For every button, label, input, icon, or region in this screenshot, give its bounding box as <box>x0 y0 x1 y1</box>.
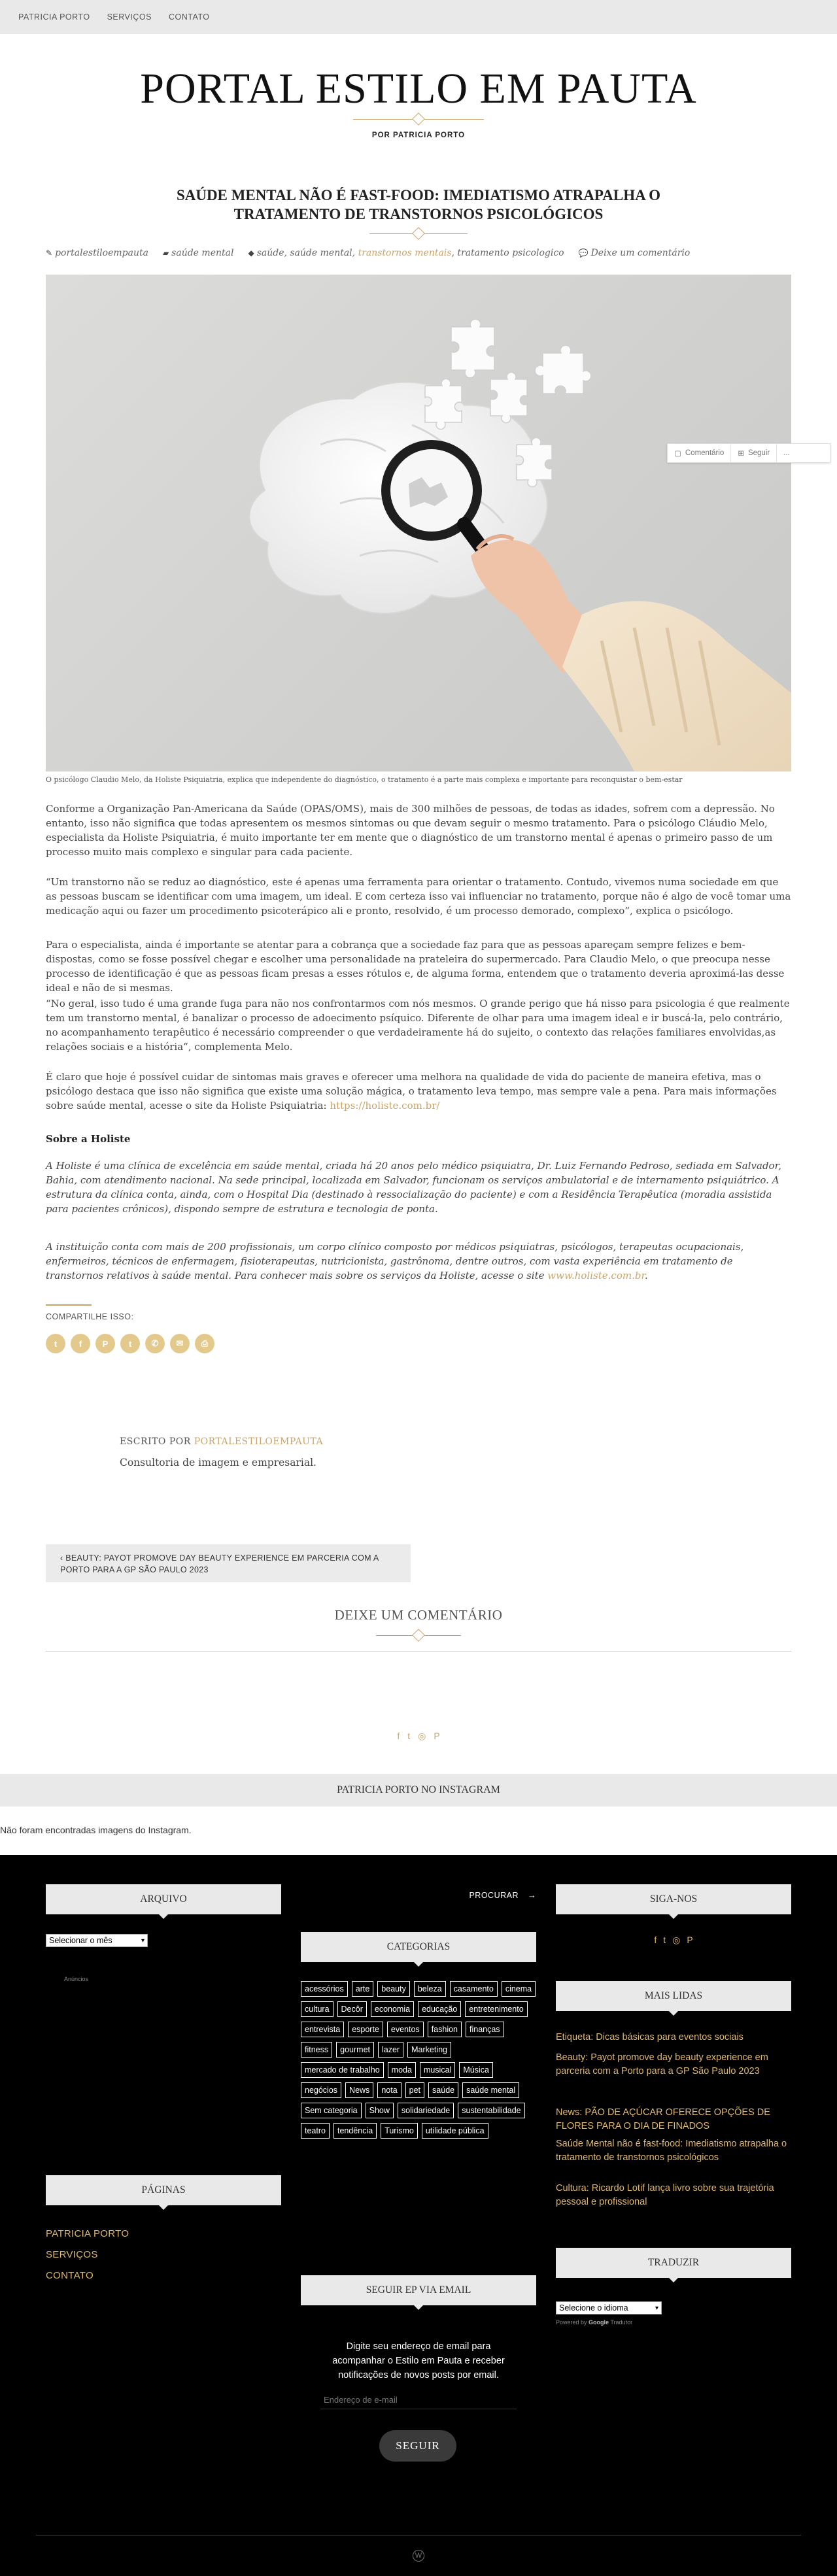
about-paragraph <box>46 1240 791 1283</box>
category-tag[interactable]: Sem categoria <box>301 2103 362 2118</box>
archive-widget-title: ARQUIVO <box>46 1884 281 1914</box>
category-tag[interactable]: Marketing <box>407 2042 451 2058</box>
article-paragraph: “Um transtorno não se reduz ao diagnóstico, este é apenas uma ferramenta para orientar o tratamento. Contudo, vivemos numa sociedade em que as pessoas buscam se identificar com uma imagem, um ideal. E com certeza isso vai influenciar no tratamento, porque não é algo de você tomar uma medicação aqui ou fazer um procedimento psicoterápico ali e pronto, resolvido, é um processo demorado, complexo”, explica o psicólogo. <box>46 876 791 917</box>
meta-tags-link[interactable]: saúde, saúde mental, <box>256 248 356 258</box>
pages-widget-title: PÁGINAS <box>46 2175 281 2205</box>
about-paragraph-text: A instituição conta com mais de 200 profissionais, um corpo clínico composto por médicos psiquiatras, psicólogos, terapeutas ocupacionais, enfermeiros, técnicos de enfermagem, fisioterapeutas, nutricionista, gastrônoma, dentre outros, com vasta experiência em tratamento de transtornos relativos à saúde mental. Para conhecer mais sobre os serviços da Holiste, acesse o site <box>46 1241 744 1281</box>
comment-icon: ▢ <box>674 450 681 458</box>
site-title[interactable]: PORTAL ESTILO EM PAUTA <box>140 65 697 112</box>
category-tag[interactable]: beleza <box>414 1981 446 1997</box>
category-tag[interactable]: gourmet <box>336 2042 374 2058</box>
pinterest-icon[interactable]: P <box>687 1935 693 1945</box>
share-label: COMPARTILHE ISSO: <box>46 1312 134 1321</box>
language-select-value: Selecione o idioma <box>559 2303 628 2313</box>
category-tag[interactable]: mercado de trabalho <box>301 2062 384 2078</box>
nav-item-contato[interactable]: CONTATO <box>168 12 210 22</box>
category-tag[interactable]: eventos <box>387 2022 424 2037</box>
previous-post-link[interactable]: ‹ BEAUTY: PAYOT PROMOVE DAY BEAUTY EXPERIENCE EM PARCERIA COM A PORTO PARA A GP SÃO PAULO 2023 <box>46 1544 411 1582</box>
meta-author-link[interactable]: portalestiloempauta <box>55 248 148 258</box>
tag-icon: ◆ <box>248 248 254 258</box>
instagram-icon[interactable]: ◎ <box>672 1935 681 1945</box>
translate-widget-title: TRADUZIR <box>556 2248 791 2278</box>
nav-item-servicos[interactable]: SERVIÇOS <box>107 12 152 22</box>
google-logo: Google <box>589 2319 609 2326</box>
folder-icon: ▰ <box>162 248 169 258</box>
footer-page-contato[interactable]: CONTATO <box>46 2270 94 2281</box>
search-label: PROCURAR <box>469 1891 519 1900</box>
category-tag[interactable]: esporte <box>348 2022 383 2037</box>
category-tag[interactable]: entrevista <box>301 2022 344 2037</box>
twitter-icon[interactable]: t <box>407 1731 411 1741</box>
category-tag[interactable]: Música <box>459 2062 493 2078</box>
category-tag[interactable]: beauty <box>377 1981 410 1997</box>
meta-comment-link[interactable]: Deixe um comentário <box>590 248 691 258</box>
search-widget[interactable] <box>301 1891 536 1900</box>
category-tag[interactable]: sustentabilidade <box>458 2103 524 2118</box>
footer <box>0 1855 837 2576</box>
follow-bar-comment-label: Comentário <box>685 449 725 457</box>
twitter-icon[interactable]: t <box>663 1935 666 1945</box>
category-tag[interactable]: pet <box>405 2082 424 2098</box>
share-buttons <box>46 1334 214 1353</box>
popular-post-link[interactable]: News: PÃO DE AÇÚCAR OFERECE OPÇÕES DE FLORES PARA O DIA DE FINADOS <box>556 2107 770 2131</box>
category-tag[interactable]: arte <box>352 1981 374 1997</box>
pinterest-icon[interactable]: P <box>95 1334 115 1353</box>
social-links <box>0 1731 837 1742</box>
reblog-icon: ⊞ <box>738 450 744 458</box>
about-paragraph-end: . <box>644 1270 648 1281</box>
category-tag[interactable]: musical <box>420 2062 455 2078</box>
category-tag[interactable]: entretenimento <box>465 2001 527 2017</box>
popular-post-link[interactable]: Cultura: Ricardo Lotif lança livro sobre sua trajetória pessoal e profissional <box>556 2183 774 2207</box>
post-meta <box>46 248 791 258</box>
follow-us-widget-title: SIGA-NOS <box>556 1884 791 1914</box>
pencil-icon: ✎ <box>46 248 53 258</box>
categories-widget-title: CATEGORIAS <box>301 1932 536 1962</box>
comments-ornament <box>376 1629 461 1642</box>
translator-label: Tradutor <box>610 2319 633 2326</box>
category-tag[interactable]: Turismo <box>381 2123 418 2139</box>
category-tag[interactable]: fashion <box>428 2022 462 2037</box>
category-tag[interactable]: acessórios <box>301 1981 348 1997</box>
ads-label: Anúncios <box>64 1976 89 1982</box>
holiste-link[interactable]: https://holiste.com.br/ <box>330 1100 440 1111</box>
article-paragraph: “No geral, isso tudo é uma grande fuga para não nos confrontarmos com nós mesmos. O grande perigo que há nisso para psicologia é que realmente tem um transtorno mental, é banalizar o processo de adoecimento psíquico. Diferente de olhar para uma imagem ideal e ir buscá-la, pelo contrário, no acompanhamento terapêutico é necessário compreender o que verdadeiramente há do sujeito, o contexto das relações familiares envolvidas,as relações sociais e a história”, complementa Melo. <box>46 998 790 1053</box>
author-link[interactable]: PORTALESTILOEMPAUTA <box>194 1436 324 1447</box>
nav-item-patricia-porto[interactable]: PATRICIA PORTO <box>18 12 90 22</box>
wordpress-icon[interactable]: W <box>413 2550 424 2562</box>
archive-month-select[interactable] <box>46 1934 148 1947</box>
popular-widget-title: MAIS LIDAS <box>556 1981 791 2011</box>
footer-page-servicos[interactable]: SERVIÇOS <box>46 2249 98 2260</box>
popular-post-link[interactable]: Saúde Mental não é fast-food: Imediatismo atrapalha o tratamento de transtornos psicológicos <box>556 2139 787 2163</box>
category-tag[interactable]: saúde <box>428 2082 458 2098</box>
instagram-icon[interactable]: ◎ <box>418 1731 426 1741</box>
article-paragraph: Para o especialista, ainda é importante se atentar para a cobrança que a sociedade faz para que as pessoas apareçam sempre felizes e bem-dispostas, como se fosse possível chegar e escolher uma personalidade na prateleira do supermercado. Para Claudio Melo, o que preocupa nesse processo de identificação é que as pessoas ficam presas a esses rótulos e, de alguma forma, entendem que o tratamento deveria aproximá-las desse ideal e não de si mesmas. <box>46 939 785 994</box>
facebook-icon[interactable]: f <box>397 1731 400 1741</box>
popular-post-link[interactable]: Etiqueta: Dicas básicas para eventos sociais <box>556 2032 743 2042</box>
share-divider <box>46 1304 92 1306</box>
category-tag[interactable]: finanças <box>466 2022 504 2037</box>
article-paragraph <box>46 1070 791 1113</box>
category-tag[interactable]: tendência <box>333 2123 377 2139</box>
meta-tag-last[interactable]: , tratamento psicologico <box>451 248 564 258</box>
category-tag[interactable]: cultura <box>301 2001 333 2017</box>
title-ornament <box>353 113 484 126</box>
top-navigation <box>0 0 837 34</box>
category-tag[interactable]: solidariedade <box>398 2103 454 2118</box>
facebook-icon[interactable]: f <box>71 1334 90 1353</box>
email-widget-text: Digite seu endereço de email para acompanhar o Estilo em Pauta e receber notificações de novos posts por email. <box>332 2341 505 2381</box>
category-tag[interactable]: Decôr <box>337 2001 367 2017</box>
email-input[interactable] <box>320 2391 517 2409</box>
category-tag[interactable]: lazer <box>378 2042 403 2058</box>
category-tag[interactable]: negócios <box>301 2082 341 2098</box>
categories-cloud <box>301 1981 536 2139</box>
holiste-site-link[interactable]: www.holiste.com.br <box>547 1270 645 1281</box>
meta-tag-highlight[interactable]: transtornos mentais <box>358 248 452 258</box>
instagram-title: PATRICIA PORTO NO INSTAGRAM <box>0 1774 837 1806</box>
brain-puzzle-illustration <box>46 275 791 771</box>
category-tag[interactable]: saúde mental <box>462 2082 519 2098</box>
category-tag[interactable]: moda <box>388 2062 416 2078</box>
author-description: Consultoria de imagem e empresarial. <box>120 1457 316 1468</box>
comments-divider <box>46 1651 791 1652</box>
popular-post-link[interactable]: Beauty: Payot promove day beauty experience em parceria com a Porto para a GP São Paulo 2023 <box>556 2052 768 2076</box>
archive-select-value: Selecionar o mês <box>49 1936 112 1945</box>
category-tag[interactable]: fitness <box>301 2042 332 2058</box>
about-heading: Sobre a Holiste <box>46 1133 131 1145</box>
follow-bar <box>667 443 830 463</box>
post-title-ornament <box>369 228 468 241</box>
category-tag[interactable]: teatro <box>301 2123 330 2139</box>
category-tag[interactable]: educação <box>418 2001 461 2017</box>
tumblr-icon[interactable]: t <box>120 1334 140 1353</box>
hero-image <box>46 275 791 771</box>
follow-bar-more-button[interactable]: ... <box>783 449 790 457</box>
whatsapp-icon[interactable]: ✆ <box>145 1334 165 1353</box>
footer-page-patricia-porto[interactable]: PATRICIA PORTO <box>46 2228 129 2239</box>
category-tag[interactable]: News <box>345 2082 373 2098</box>
meta-category-link[interactable]: saúde mental <box>171 248 234 258</box>
follow-bar-follow-label: Seguir <box>747 449 770 457</box>
comments-title: DEIXE UM COMENTÁRIO <box>334 1607 503 1623</box>
category-tag[interactable]: casamento <box>450 1981 498 1997</box>
category-tag[interactable]: utilidade pública <box>422 2123 488 2139</box>
category-tag[interactable]: cinema <box>502 1981 536 1997</box>
email-subscribe-button[interactable]: SEGUIR <box>379 2430 456 2462</box>
facebook-icon[interactable]: f <box>654 1935 657 1945</box>
author-prefix: ESCRITO POR <box>120 1436 194 1447</box>
email-widget-title: SEGUIR EP VIA EMAIL <box>301 2275 536 2305</box>
author-heading <box>120 1436 323 1447</box>
twitter-icon[interactable]: t <box>46 1334 65 1353</box>
email-icon[interactable]: ✉ <box>170 1334 190 1353</box>
category-tag[interactable]: economia <box>371 2001 414 2017</box>
hero-caption: O psicólogo Claudio Melo, da Holiste Psiquiatria, explica que independente do diagnóstico, o tratamento é a parte mais complexa e importante para reconquistar o bem-estar <box>46 775 683 784</box>
follow-bar-follow-button[interactable] <box>731 443 777 463</box>
article-paragraph-text: É claro que hoje é possível cuidar de sintomas mais graves e oferecer uma melhora na qualidade de vida do paciente de maneira efetiva, mas o psicólogo destaca que isso não significa que existe uma solução mágica, o tratamento leva tempo, mas sempre vale a pena. Para mais informações sobre saúde mental, acesse o site da Holiste Psiquiatria: <box>46 1071 777 1111</box>
pinterest-icon[interactable]: P <box>434 1731 440 1741</box>
about-paragraph: A Holiste é uma clínica de excelência em saúde mental, criada há 20 anos pelo médico psiquiatra, Dr. Luiz Fernando Pedroso, sediada em Salvador, Bahia, com atendimento nacional. Na sede principal, localizada em Salvador, funcionam os serviços ambulatorial e de internamento psiquiátrico. A estrutura da clínica conta, ainda, com o Hospital Dia (destinado à ressocialização do paciente) e com a Residência Terapêutica (moradia assistida para pacientes crônicos), dispondo sempre de estrutura e tecnologia de ponta. <box>46 1160 781 1215</box>
post-title: SAÚDE MENTAL NÃO É FAST-FOOD: IMEDIATISMO ATRAPALHA O TRATAMENTO DE TRANSTORNOS PSICOLÓGICOS <box>176 187 661 222</box>
powered-by-label: Powered by <box>556 2319 587 2326</box>
site-byline: POR PATRICIA PORTO <box>371 131 466 139</box>
translate-powered <box>556 2319 632 2326</box>
follow-bar-comment-button[interactable] <box>668 443 731 463</box>
article-paragraph: Conforme a Organização Pan-Americana da Saúde (OPAS/OMS), mais de 300 milhões de pessoas, de todas as idades, sofrem com a depressão. No entanto, isso não significa que todas apresentem os mesmos sintomas ou que devam seguir o mesmo tratamento. Para o psicólogo Cláudio Melo, especialista da Holiste Psiquiatria, é muito importante ter em mente que o diagnóstico de um transtorno mental é apenas o primeiro passo de um processo muito mais complexo e singular para cada paciente. <box>46 803 775 858</box>
instagram-empty-message: Não foram encontradas imagens do Instagram. <box>0 1825 192 1835</box>
arrow-right-icon: → <box>528 1891 536 1900</box>
comment-icon: 💬 <box>578 248 589 258</box>
print-icon[interactable]: ⎙ <box>195 1334 214 1353</box>
category-tag[interactable]: nota <box>377 2082 401 2098</box>
follow-us-icons <box>556 1935 791 1946</box>
language-select[interactable] <box>556 2301 662 2314</box>
category-tag[interactable]: Show <box>366 2103 394 2118</box>
